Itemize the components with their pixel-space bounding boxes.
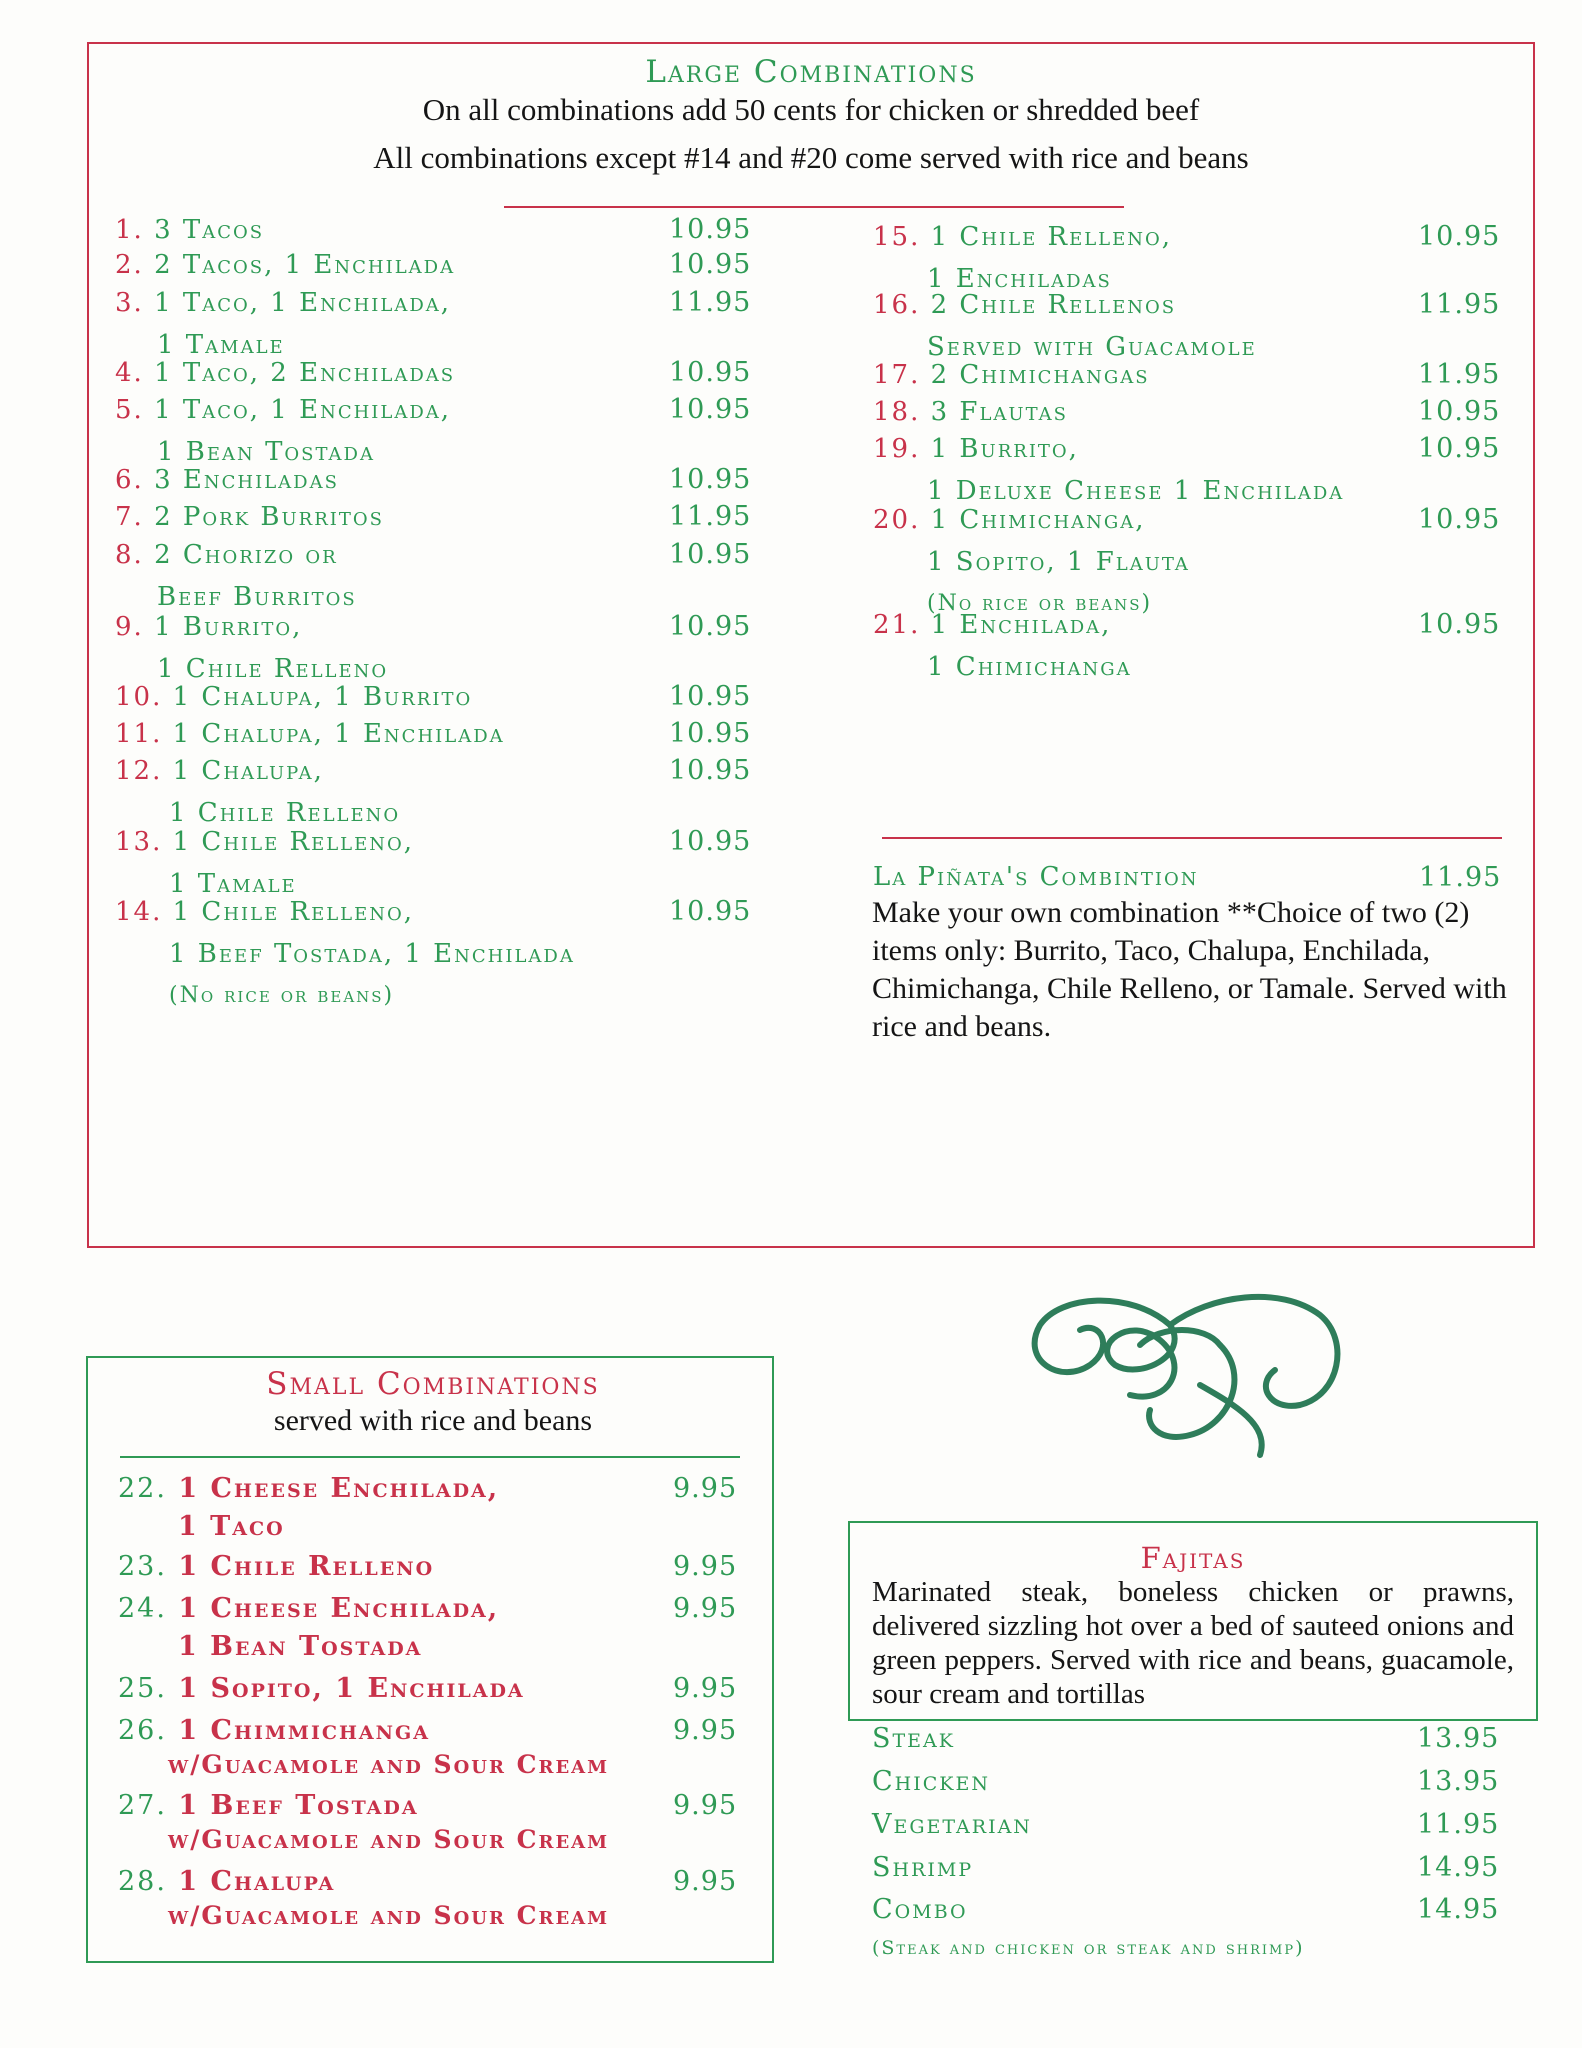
menu-item-number: 7. <box>115 502 144 532</box>
menu-item-name <box>115 676 755 718</box>
menu-item-number: 15. <box>873 222 921 252</box>
menu-item <box>118 1548 758 1586</box>
menu-item-number: 23. <box>118 1551 167 1582</box>
menu-item-price: 9.95 <box>673 1715 738 1746</box>
fajitas-item <box>872 1723 1512 1754</box>
menu-item-name-text: 1 Chalupa <box>178 1866 336 1897</box>
menu-item-detail: w/Guacamole and Sour Cream <box>168 1750 610 1779</box>
large-combinations-section <box>87 42 1535 1248</box>
menu-item-detail: 1 Deluxe Cheese 1 Enchilada <box>927 476 1345 506</box>
menu-item-name <box>115 821 755 863</box>
menu-item-name <box>115 891 755 933</box>
menu-item-name <box>115 282 755 324</box>
menu-item-name-text: 2 Chorizo or <box>154 540 338 570</box>
menu-item-name <box>115 606 755 648</box>
pinata-combination-title: La Piñata's Combintion <box>873 862 1199 892</box>
menu-item-name <box>873 216 1513 258</box>
menu-item-name <box>873 354 1513 396</box>
fajitas-title: Fajitas <box>1140 1541 1246 1575</box>
menu-item-detail: w/Guacamole and Sour Cream <box>168 1825 610 1854</box>
menu-item-name <box>873 604 1513 646</box>
menu-item-number: 1. <box>115 215 144 245</box>
menu-item-name <box>115 459 755 501</box>
menu-item-name-text: 1 Burrito, <box>154 612 303 642</box>
small-combinations-title: Small Combinations <box>266 1366 600 1402</box>
menu-item-number: 12. <box>115 756 163 786</box>
fajitas-item <box>872 1852 1512 1883</box>
menu-item-price: 9.95 <box>673 1593 738 1624</box>
menu-item-price: 10.95 <box>1418 504 1501 535</box>
menu-item <box>873 604 1513 688</box>
menu-item-detail: 1 Beef Tostada, 1 Enchilada <box>169 939 575 969</box>
menu-item-number: 26. <box>118 1715 167 1746</box>
menu-item-price: 11.95 <box>1418 289 1501 320</box>
menu-item-number: 9. <box>115 612 144 642</box>
menu-item-detail: 1 Chile Relleno <box>169 798 401 828</box>
menu-item-detail: (No rice or beans) <box>169 983 395 1008</box>
menu-item-number: 27. <box>118 1790 167 1821</box>
fajitas-item-name: Shrimp <box>872 1852 974 1883</box>
fajitas-item-name: Vegetarian <box>872 1809 1032 1840</box>
swirl-ornament-icon <box>1020 1285 1360 1465</box>
menu-item-name <box>118 1863 758 1901</box>
fajitas-description: Marinated steak, boneless chicken or prawns, delivered sizzling hot over a bed of sauteed onions and green peppers. Served with rice and beans, guacamole, sour cream and tortillas <box>872 1576 1514 1710</box>
menu-item-detail: 1 Bean Tostada <box>157 437 375 467</box>
menu-item-number: 25. <box>118 1673 167 1704</box>
menu-item-name-text: 1 Beef Tostada <box>178 1790 419 1821</box>
menu-item-name-text: 1 Chalupa, 1 Enchilada <box>172 719 505 749</box>
large-combinations-note-2: All combinations except #14 and #20 come served with rice and beans <box>373 140 1249 175</box>
menu-item-name <box>115 534 755 576</box>
menu-item-number: 3. <box>115 288 144 318</box>
menu-item-number: 13. <box>115 827 163 857</box>
menu-item-price: 10.95 <box>669 539 752 570</box>
pinata-combination-description: Make your own combination **Choice of two (2) items only: Burrito, Taco, Chalupa, Enchilada, Chimichanga, Chile Relleno, or Tamale. Served with rice and beans. <box>872 896 1507 1043</box>
menu-item-price: 11.95 <box>1418 359 1501 390</box>
menu-item <box>118 1787 758 1855</box>
menu-item-name-text: 1 Taco, 1 Enchilada, <box>154 288 452 318</box>
menu-item <box>873 391 1513 433</box>
menu-item-price: 9.95 <box>673 1866 738 1897</box>
menu-item-detail: 1 Bean Tostada <box>178 1631 423 1662</box>
menu-item-detail: 1 Enchiladas <box>927 264 1112 294</box>
menu-item-price: 11.95 <box>669 287 752 318</box>
pinata-combination-price: 11.95 <box>1419 862 1502 893</box>
fajitas-item-name: Chicken <box>872 1766 990 1797</box>
menu-item-number: 4. <box>115 358 144 388</box>
menu-item-price: 11.95 <box>669 501 752 532</box>
menu-item-name-text: 1 Chalupa, <box>172 756 324 786</box>
divider <box>120 1456 740 1458</box>
menu-item-number: 16. <box>873 290 921 320</box>
large-combinations-title: Large Combinations <box>645 54 977 90</box>
fajitas-item-price: 13.95 <box>1417 1723 1500 1754</box>
menu-item <box>115 459 755 501</box>
divider <box>504 206 1124 208</box>
menu-item <box>118 1470 758 1546</box>
menu-item-name <box>115 244 755 286</box>
fajitas-item-price: 14.95 <box>1417 1852 1500 1883</box>
menu-item-price: 10.95 <box>669 464 752 495</box>
menu-item-price: 10.95 <box>669 826 752 857</box>
menu-item-name-text: 2 Pork Burritos <box>154 502 384 532</box>
menu-item <box>118 1590 758 1666</box>
fajitas-item-price: 13.95 <box>1417 1766 1500 1797</box>
menu-item-price: 9.95 <box>673 1673 738 1704</box>
fajitas-item <box>872 1766 1512 1797</box>
small-combinations-section <box>86 1356 774 1963</box>
menu-item-name <box>118 1470 758 1508</box>
menu-item-name-text: 3 Enchiladas <box>154 465 339 495</box>
menu-item-price: 10.95 <box>669 214 752 245</box>
menu-item <box>115 713 755 755</box>
menu-item-number: 11. <box>115 719 163 749</box>
menu-item-number: 6. <box>115 465 144 495</box>
menu-item-name <box>118 1590 758 1628</box>
menu-item-name-text: 3 Flautas <box>930 397 1068 427</box>
menu-item-price: 10.95 <box>1418 433 1501 464</box>
menu-item-detail: 1 Taco <box>178 1511 285 1542</box>
menu-item-number: 5. <box>115 395 144 425</box>
menu-item-number: 21. <box>873 610 921 640</box>
menu-item-name-text: 1 Chimichanga, <box>930 505 1146 535</box>
menu-item-number: 19. <box>873 434 921 464</box>
menu-item-name-text: 1 Chile Relleno, <box>172 897 415 927</box>
menu-item-name <box>118 1712 758 1750</box>
menu-item-number: 22. <box>118 1473 167 1504</box>
menu-item-name-text: 1 Taco, 2 Enchiladas <box>154 358 456 388</box>
menu-item-detail: 1 Tamale <box>169 869 297 899</box>
menu-item-name-text: 1 Chalupa, 1 Burrito <box>172 682 473 712</box>
menu-item-detail: 1 Chimichanga <box>927 652 1132 682</box>
menu-item-detail: 1 Tamale <box>157 330 285 360</box>
fajitas-item-price: 11.95 <box>1417 1809 1500 1840</box>
menu-item-number: 24. <box>118 1593 167 1624</box>
menu-item-name-text: 1 Burrito, <box>930 434 1079 464</box>
menu-item-price: 10.95 <box>669 718 752 749</box>
fajitas-item-price: 14.95 <box>1417 1894 1500 1925</box>
menu-item-name <box>873 391 1513 433</box>
menu-item-name-text: 1 Chimmichanga <box>178 1715 430 1746</box>
menu-item-detail: (No rice or beans) <box>927 591 1153 616</box>
menu-item-detail: Beef Burritos <box>157 582 357 612</box>
fajitas-section <box>848 1521 1538 1721</box>
menu-item-price: 10.95 <box>669 681 752 712</box>
menu-item <box>873 354 1513 396</box>
menu-item-name <box>115 750 755 792</box>
menu-item-name <box>118 1548 758 1586</box>
menu-item-name-text: 1 Chile Relleno, <box>172 827 415 857</box>
menu-item-name-text: 2 Tacos, 1 Enchilada <box>154 250 456 280</box>
menu-item-name <box>115 496 755 538</box>
menu-item-detail: 1 Sopito, 1 Flauta <box>927 547 1190 577</box>
menu-item-name <box>115 389 755 431</box>
large-combinations-note-1: On all combinations add 50 cents for chicken or shredded beef <box>422 92 1200 127</box>
menu-item-number: 20. <box>873 505 921 535</box>
menu-item-number: 17. <box>873 360 921 390</box>
menu-item-price: 10.95 <box>669 249 752 280</box>
menu-item-number: 10. <box>115 682 163 712</box>
fajitas-combo-note: (Steak and chicken or steak and shrimp) <box>872 1937 1305 1959</box>
menu-item-name-text: 1 Enchilada, <box>930 610 1112 640</box>
menu-item <box>118 1863 758 1931</box>
menu-item <box>115 891 755 1017</box>
menu-item-name-text: 1 Chile Relleno <box>178 1551 435 1582</box>
menu-item-detail: 1 Chile Relleno <box>157 654 389 684</box>
small-combinations-note: served with rice and beans <box>273 1404 593 1437</box>
menu-item-price: 10.95 <box>669 611 752 642</box>
menu-item-price: 9.95 <box>673 1790 738 1821</box>
fajitas-item <box>872 1894 1512 1925</box>
menu-item-price: 10.95 <box>1418 396 1501 427</box>
menu-item-name-text: 2 Chile Rellenos <box>930 290 1177 320</box>
menu-item <box>118 1670 758 1708</box>
menu-item <box>115 244 755 286</box>
menu-item-name-text: 1 Cheese Enchilada, <box>178 1593 500 1624</box>
menu-item-price: 10.95 <box>669 394 752 425</box>
menu-item <box>115 676 755 718</box>
menu-item-name-text: 3 Tacos <box>154 215 265 245</box>
menu-item-name <box>873 499 1513 541</box>
menu-item-name-text: 1 Cheese Enchilada, <box>178 1473 500 1504</box>
menu-item <box>115 496 755 538</box>
menu-item-name <box>115 352 755 394</box>
menu-item-number: 28. <box>118 1866 167 1897</box>
menu-item-number: 14. <box>115 897 163 927</box>
divider <box>882 837 1502 839</box>
menu-item-name-text: 1 Chile Relleno, <box>930 222 1173 252</box>
fajitas-item-name: Steak <box>872 1723 955 1754</box>
menu-item-name-text: 1 Taco, 1 Enchilada, <box>154 395 452 425</box>
menu-item-name-text: 1 Sopito, 1 Enchilada <box>178 1673 525 1704</box>
menu-item <box>115 352 755 394</box>
menu-item-price: 9.95 <box>673 1473 738 1504</box>
fajitas-item <box>872 1809 1512 1840</box>
menu-item-price: 9.95 <box>673 1551 738 1582</box>
menu-item-detail: Served with Guacamole <box>927 332 1257 362</box>
menu-item-name <box>115 713 755 755</box>
menu-item-number: 18. <box>873 397 921 427</box>
menu-item-price: 10.95 <box>669 896 752 927</box>
menu-item-number: 8. <box>115 540 144 570</box>
fajitas-item-name: Combo <box>872 1894 968 1925</box>
menu-item-detail: w/Guacamole and Sour Cream <box>168 1901 610 1930</box>
menu-item-name <box>873 428 1513 470</box>
menu-item-name <box>118 1670 758 1708</box>
menu-item-price: 10.95 <box>1418 221 1501 252</box>
menu-item-name-text: 2 Chimichangas <box>930 360 1150 390</box>
menu-item <box>118 1712 758 1780</box>
menu-item-name <box>873 284 1513 326</box>
menu-item-price: 10.95 <box>669 755 752 786</box>
menu-item-number: 2. <box>115 250 144 280</box>
menu-item-price: 10.95 <box>669 357 752 388</box>
menu-item-price: 10.95 <box>1418 609 1501 640</box>
menu-item-name <box>118 1787 758 1825</box>
